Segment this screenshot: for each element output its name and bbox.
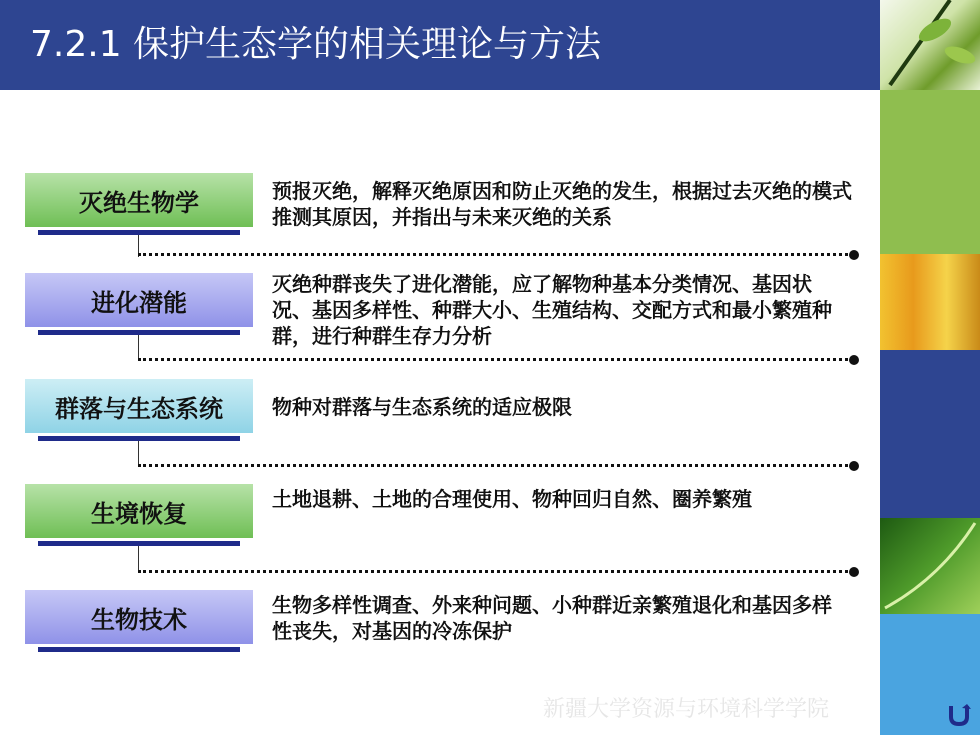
dotted-separator bbox=[138, 253, 854, 256]
row-desc-habitat-restoration: 土地退耕、土地的合理使用、物种回归自然、圈养繁殖 bbox=[272, 487, 752, 511]
connector-line bbox=[138, 335, 139, 360]
separator-dot bbox=[849, 567, 859, 577]
row-desc-biotechnology: 生物多样性调查、外来种问题、小种群近亲繁殖退化和基因多样性丧失，对基因的冷冻保护 bbox=[272, 593, 832, 643]
flower-image bbox=[880, 254, 980, 350]
connector-line bbox=[138, 546, 139, 572]
row-label-biotechnology: 生物技术 bbox=[25, 590, 253, 644]
watermark-text: 新疆大学资源与环境科学学院 bbox=[543, 697, 830, 722]
row-underbar bbox=[38, 541, 240, 546]
return-icon[interactable] bbox=[947, 703, 971, 727]
separator-dot bbox=[849, 250, 859, 260]
row-desc-community-ecosystem: 物种对群落与生态系统的适应极限 bbox=[272, 395, 572, 419]
title-bar bbox=[0, 0, 880, 90]
separator-dot bbox=[849, 461, 859, 471]
row-desc-evolutionary-potential: 灭绝种群丧失了进化潜能，应了解物种基本分类情况、基因状况、基因多样性、种群大小、生殖结构、交配方式和最小繁殖种群，进行种群生存力分析 bbox=[272, 272, 832, 348]
row-underbar bbox=[38, 647, 240, 652]
row-label-extinction-biology: 灭绝生物学 bbox=[25, 173, 253, 227]
row-label-evolutionary-potential: 进化潜能 bbox=[25, 273, 253, 327]
row-underbar bbox=[38, 330, 240, 335]
row-desc-extinction-biology: 预报灭绝，解释灭绝原因和防止灭绝的发生，根据过去灭绝的模式推测其原因，并指出与未来灭绝的关系 bbox=[272, 179, 852, 229]
row-label-habitat-restoration: 生境恢复 bbox=[25, 484, 253, 538]
dotted-separator bbox=[138, 570, 854, 573]
blue-block bbox=[880, 350, 980, 518]
row-label-community-ecosystem: 群落与生态系统 bbox=[25, 379, 253, 433]
green-block bbox=[880, 90, 980, 254]
leaf-image-top bbox=[880, 0, 980, 90]
row-underbar bbox=[38, 436, 240, 441]
row-underbar bbox=[38, 230, 240, 235]
separator-dot bbox=[849, 355, 859, 365]
dotted-separator bbox=[138, 464, 854, 467]
dotted-separator bbox=[138, 358, 854, 361]
leaf-image-bottom bbox=[880, 518, 980, 614]
decorative-side-strip bbox=[880, 0, 980, 735]
page-title: 7.2.1 保护生态学的相关理论与方法 bbox=[30, 24, 602, 65]
